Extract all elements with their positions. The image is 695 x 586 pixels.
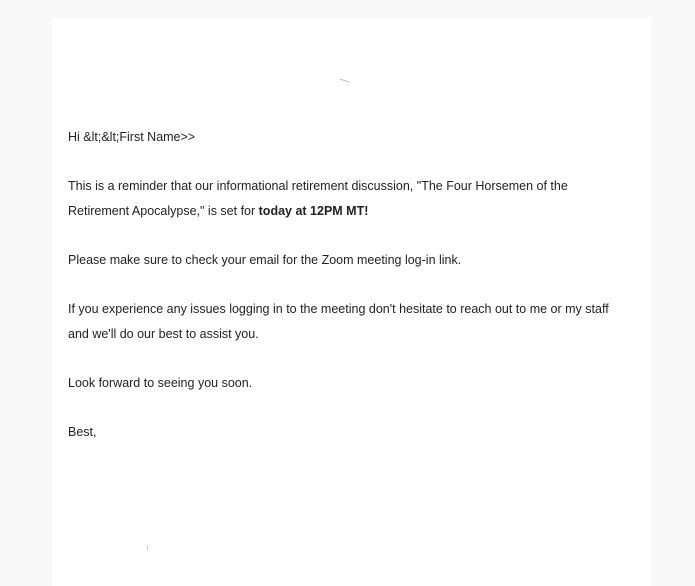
- reminder-text: This is a reminder that our informational retirement discussion, "The Four Horsemen of the Retirement Apocalypse," is set for: [68, 179, 568, 218]
- closing-line: Look forward to seeing you soon.: [68, 376, 253, 390]
- header-logo-image: [338, 79, 350, 89]
- greeting: Hi &lt;&lt;First Name>>: [68, 130, 196, 144]
- issues-paragraph: If you experience any issues logging in to the meeting don't hesitate to reach out to me or my staff and we'll do our best to assist you.: [68, 302, 609, 341]
- email-body: [68, 125, 628, 469]
- signature-image: [147, 545, 148, 550]
- reminder-emphasis: today at 12PM MT!: [258, 204, 369, 218]
- sign-off: Best,: [68, 425, 97, 439]
- zoom-paragraph: Please make sure to check your email for the Zoom meeting log-in link.: [68, 253, 462, 267]
- email-page: [52, 18, 651, 586]
- reminder-paragraph: [68, 174, 628, 224]
